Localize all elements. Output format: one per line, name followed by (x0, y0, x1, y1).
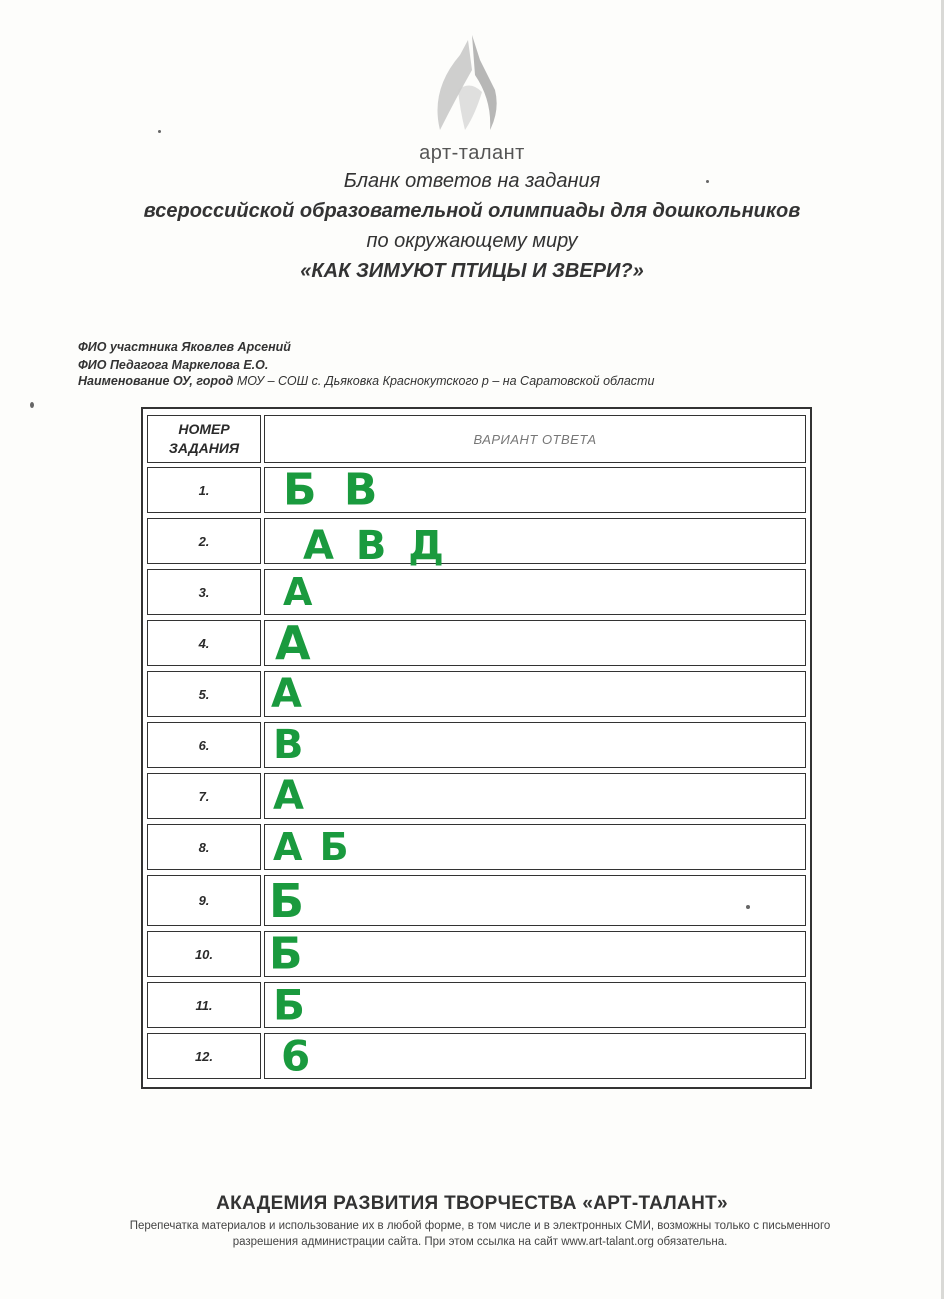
footer-title: АКАДЕМИЯ РАЗВИТИЯ ТВОРЧЕСТВА «АРТ-ТАЛАНТ» (216, 1193, 728, 1214)
header-num-line-2: ЗАДАНИЯ (168, 440, 240, 456)
handwritten-answer: 6 (281, 1031, 311, 1081)
heading-line-4: «КАК ЗИМУЮТ ПТИЦЫ И ЗВЕРИ?» (300, 260, 644, 282)
task-number: 9. (147, 875, 261, 926)
handwritten-answer: Б (269, 873, 305, 928)
task-number: 6. (147, 722, 261, 768)
scan-speck (30, 402, 34, 408)
handwritten-answer: Б (273, 980, 306, 1030)
task-number: 2. (147, 518, 261, 564)
heading-line-3: по окружающему миру (366, 230, 578, 252)
answer-cell[interactable] (264, 464, 806, 516)
footer-note: Перепечатка материалов и использование их в любой форме, в том числе и в электронных СМИ, возможны только с письменного разрешения администрации сайта. При этом ссылка на сайт www.art-talant.org обязательна. (129, 1220, 831, 1248)
heading-line-2a: всероссийской образовательной олимпиады (143, 200, 605, 222)
participant-line (78, 340, 291, 354)
answer-cell[interactable] (264, 982, 806, 1028)
task-number: 5. (147, 671, 261, 717)
header-num-line-1: НОМЕР (178, 421, 230, 437)
participant-name: Яковлев Арсений (181, 340, 291, 354)
table-row (147, 928, 806, 980)
task-number: 12. (147, 1033, 261, 1079)
handwritten-answer: А Б (273, 825, 351, 869)
heading-line-2 (0, 200, 944, 223)
task-number: 7. (147, 773, 261, 819)
brand-name: арт-талант (419, 142, 525, 164)
school-name: МОУ – СОШ с. Дьяковка Краснокутского р – на Саратовской области (236, 374, 655, 388)
task-number: 11. (147, 982, 261, 1028)
header-answer (264, 415, 806, 463)
table-row (147, 982, 806, 1028)
school-label: Наименование ОУ, город (78, 374, 234, 388)
task-number: 8. (147, 824, 261, 870)
answer-cell[interactable] (264, 875, 806, 926)
table-row (147, 671, 806, 717)
task-number: 1. (147, 467, 261, 513)
handwritten-answer: Б (269, 928, 303, 980)
teacher-label: ФИО Педагога (78, 358, 169, 372)
handwritten-answer: А (275, 616, 311, 670)
table-row (147, 722, 806, 768)
scan-speck (746, 905, 750, 909)
handwritten-answer: А В Д (303, 523, 448, 570)
table-row (147, 518, 806, 570)
table-row (147, 464, 806, 516)
table-header-row (147, 415, 806, 463)
header-answer-label: ВАРИАНТ ОТВЕТА (473, 431, 597, 447)
art-talant-logo (420, 30, 520, 140)
handwritten-answer: В (273, 722, 304, 768)
table-row (147, 824, 806, 870)
table-row (147, 616, 806, 670)
answer-table (141, 407, 812, 1089)
table-row (147, 1033, 806, 1079)
header-task-number (147, 415, 261, 463)
handwritten-answer: А (273, 773, 304, 819)
answer-cell[interactable] (264, 569, 806, 615)
answer-cell[interactable] (264, 773, 806, 819)
scan-speck (706, 180, 709, 183)
answer-cell[interactable] (264, 722, 806, 768)
handwritten-answer: Б В (283, 464, 384, 516)
table-row (147, 773, 806, 819)
task-number: 10. (147, 931, 261, 977)
handwritten-answer: А (283, 570, 313, 614)
handwritten-answer: А (271, 671, 302, 717)
task-number: 3. (147, 569, 261, 615)
scan-speck (158, 130, 161, 133)
heading-line-1: Бланк ответов на задания (343, 170, 601, 192)
school-line (78, 374, 654, 388)
task-number: 4. (147, 620, 261, 666)
participant-label: ФИО участника (78, 340, 178, 354)
answer-cell[interactable] (264, 616, 806, 670)
table-row (147, 569, 806, 615)
answer-cell[interactable] (264, 671, 806, 717)
teacher-line (78, 358, 268, 372)
table-row (147, 875, 806, 926)
answer-cell[interactable] (264, 518, 806, 570)
teacher-name: Маркелова Е.О. (171, 358, 269, 372)
answer-cell[interactable] (264, 928, 806, 980)
answer-cell[interactable] (264, 824, 806, 870)
answer-cell[interactable] (264, 1033, 806, 1079)
heading-line-2b: для дошкольников (610, 200, 801, 222)
